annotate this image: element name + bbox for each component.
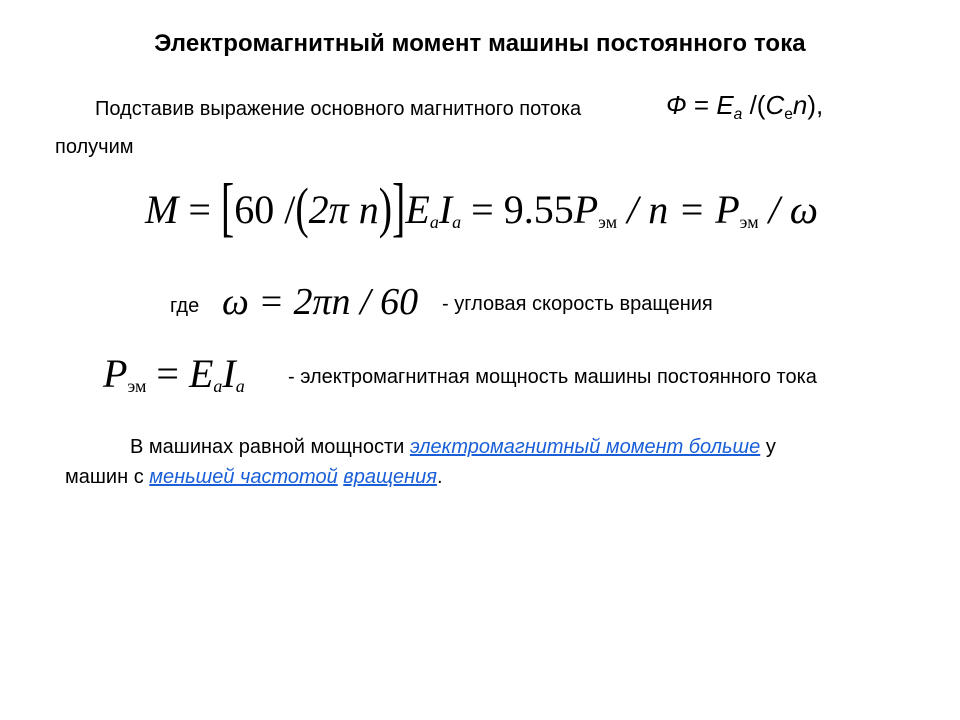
link-rotation[interactable]: вращения xyxy=(343,466,437,488)
formula-I: I xyxy=(438,187,453,232)
flux-C: C xyxy=(765,90,785,120)
link-moment-bigger[interactable]: электромагнитный момент больше xyxy=(409,436,761,458)
power-E-sub: a xyxy=(213,375,223,396)
flux-close: ), xyxy=(807,90,824,120)
formula-P2-sub: эм xyxy=(739,211,759,232)
flux-eq: = xyxy=(686,90,717,120)
conclusion-text-2: у xyxy=(760,436,776,458)
conclusion-line-2 xyxy=(65,466,443,489)
link-lower-frequency[interactable]: меньшей частотой xyxy=(149,466,338,488)
formula-rbracket: ] xyxy=(392,169,406,244)
flux-E: E xyxy=(716,90,734,120)
formula-rparen: ) xyxy=(378,176,393,240)
formula-9-55: = 9.55 xyxy=(471,187,574,232)
intro-continuation: получим xyxy=(55,136,134,158)
formula-P1-sub: эм xyxy=(598,211,618,232)
conclusion-line-1 xyxy=(130,436,776,459)
formula-lbracket: [ xyxy=(220,169,235,244)
formula-E-sub: a xyxy=(429,211,439,232)
page-title: Электромагнитный момент машины постоянного тока xyxy=(154,30,806,57)
conclusion-text-3: машин с xyxy=(65,466,150,488)
flux-E-sub: a xyxy=(733,106,743,124)
omega-description: - угловая скорость вращения xyxy=(442,293,713,315)
flux-formula xyxy=(666,90,824,124)
formula-div-omega: / ω xyxy=(768,187,818,232)
formula-eq1: = xyxy=(188,187,211,232)
flux-C-sub: e xyxy=(784,106,793,124)
flux-slash: /( xyxy=(742,90,766,120)
power-I: I xyxy=(222,351,236,396)
omega-formula: ω = 2πn / 60 xyxy=(222,281,419,323)
formula-I-sub: a xyxy=(452,211,462,232)
formula-P2: P xyxy=(715,187,740,232)
power-description: - электромагнитная мощность машины постоянного тока xyxy=(288,366,817,388)
formula-div-n: / n = xyxy=(627,187,706,232)
flux-n: n xyxy=(792,90,808,120)
power-P-sub: эм xyxy=(127,375,147,396)
formula-2pin: 2π n xyxy=(308,187,379,232)
intro-text: Подставив выражение основного магнитного потока xyxy=(95,98,582,120)
formula-60: 60 / xyxy=(234,187,296,232)
power-I-sub: a xyxy=(235,375,245,396)
main-formula xyxy=(145,169,818,244)
power-P: P xyxy=(103,351,128,396)
conclusion-text-1: В машинах равной мощности xyxy=(130,436,410,458)
formula-P1: P xyxy=(573,187,599,232)
power-formula xyxy=(103,350,245,397)
formula-M: M xyxy=(145,187,179,232)
formula-lparen: ( xyxy=(295,176,309,240)
conclusion-end: . xyxy=(436,466,443,488)
omega-label: где xyxy=(170,295,200,317)
power-eq: = xyxy=(146,351,189,396)
formula-E: E xyxy=(405,187,430,232)
flux-symbol: Ф xyxy=(666,90,687,120)
power-E: E xyxy=(188,351,214,396)
